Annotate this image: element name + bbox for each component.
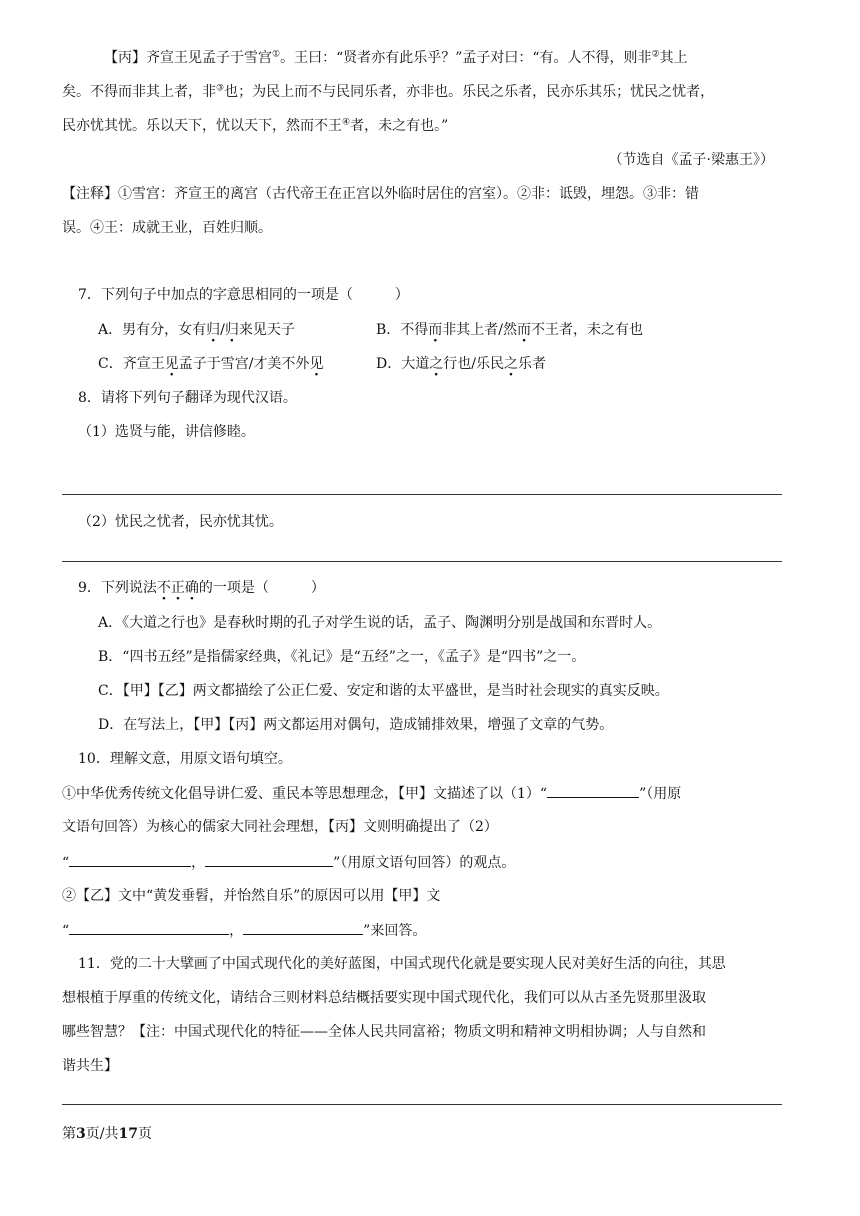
question-11-line-3: 哪些智慧？【注：中国式现代化的特征——全体人民共同富裕；物质文明和精神文明相协调；人与自然和 (62, 1024, 706, 1040)
total-pages: 17 (118, 1126, 138, 1142)
dotted-char: 归 (224, 322, 239, 338)
stem-text: 9．下列说法 (78, 580, 157, 596)
option-text: 行也/乐民 (443, 356, 504, 372)
footnote-marker: ② (651, 49, 660, 60)
passage-line-3 (62, 116, 448, 136)
footer-text: 页 (137, 1126, 152, 1142)
q7-option-c[interactable] (98, 354, 323, 374)
passage-source: （节选自《孟子·梁惠王》） (608, 152, 774, 168)
dotted-char: 见 (164, 356, 179, 372)
q9-option-b[interactable]: B．“四书五经”是指儒家经典，《礼记》是“五经”之一，《孟子》是“四书”之一。 (98, 649, 586, 665)
q10-text: ”（用原 (639, 786, 682, 802)
passage-text: 民亦忧其忧。乐以天下，忧以天下，然而不王 (62, 118, 342, 134)
option-text: 非其上者/然 (442, 322, 518, 338)
footer-text: 页/共 (85, 1126, 119, 1142)
fill-blank[interactable] (69, 920, 229, 935)
stem-text: 的一项是（ ） (198, 580, 325, 596)
current-page: 3 (76, 1126, 86, 1142)
dotted-char: 之 (429, 356, 444, 372)
passage-text: 者，未之有也。” (350, 118, 449, 134)
passage-text: 【丙】齐宣王见孟子于雪宫 (104, 50, 272, 66)
passage-text: 。王曰：“贤者亦有此乐乎？”孟子对曰：“有。人不得，则非 (280, 50, 652, 66)
q9-option-d[interactable]: D．在写法上，【甲】【丙】两文都运用对偶句，造成铺排效果，增强了文章的气势。 (98, 717, 614, 733)
dotted-char: 不 (156, 580, 171, 596)
q10-line-5 (62, 920, 426, 941)
option-text: C．齐宣王 (98, 356, 165, 372)
q10-line-1 (62, 783, 681, 804)
question-8-sentence-2: （2）忧民之忧者，民亦忧其忧。 (78, 514, 283, 530)
answer-line[interactable] (62, 494, 782, 495)
fill-blank[interactable] (547, 783, 639, 798)
fill-blank[interactable] (69, 852, 191, 867)
q10-text: “ (62, 923, 70, 939)
q10-text: ”来回答。 (363, 923, 427, 939)
option-text: 乐者 (517, 356, 546, 372)
passage-text: 矣。不得而非其上者，非 (62, 84, 216, 100)
dotted-char: 之 (503, 356, 518, 372)
question-11-line-1: 11．党的二十大擘画了中国式现代化的美好蓝图，中国式现代化就是要实现人民对美好生活的向往，其思 (78, 956, 726, 972)
option-text: D．大道 (376, 356, 430, 372)
q7-option-b[interactable] (376, 320, 643, 340)
q10-line-2: 文语句回答）为核心的儒家大同社会理想，【丙】文则明确提出了（2） (62, 819, 498, 835)
page-footer (62, 1124, 152, 1144)
dotted-char: 正 (170, 580, 185, 596)
question-11-line-4: 谐共生】 (62, 1058, 118, 1074)
passage-text: 其上 (659, 50, 688, 66)
question-11-line-2: 想根植于厚重的传统文化，请结合三则材料总结概括要实现中国式现代化，我们可以从古圣先贤那里汲取 (62, 990, 706, 1006)
dotted-char: 确 (184, 580, 199, 596)
q10-text: ①中华优秀传统文化倡导讲仁爱、重民本等思想理念，【甲】文描述了以（1）“ (62, 786, 548, 802)
fill-blank[interactable] (205, 852, 333, 867)
footnote-marker: ① (272, 49, 281, 60)
question-7-stem: 7．下列句子中加点的字意思相同的一项是（ ） (78, 287, 409, 303)
question-10-stem: 10．理解文意，用原文语句填空。 (78, 751, 292, 767)
annotation-line-1: 【注释】①雪宫：齐宣王的离宫（古代帝王在正宫以外临时居住的宫室）。②非：诋毁，埋怨。③非：错 (62, 186, 699, 202)
option-text: / (220, 322, 225, 338)
dotted-char: 而 (517, 322, 532, 338)
dotted-char: 归 (206, 322, 221, 338)
option-text: A．男有分，女有 (98, 322, 207, 338)
answer-line[interactable] (62, 561, 782, 562)
answer-line[interactable] (62, 1104, 782, 1105)
passage-text: 也；为民上而不与民同乐者，亦非也。乐民之乐者，民亦乐其乐；忧民之忧者， (224, 84, 715, 100)
dotted-char: 见 (309, 356, 324, 372)
question-9-stem (78, 578, 325, 598)
q7-option-d[interactable] (376, 354, 546, 374)
q10-text: ”（用原文语句回答）的观点。 (333, 855, 516, 871)
question-8-sentence-1: （1）选贤与能，讲信修睦。 (78, 424, 255, 440)
option-text: 不王者，未之有也 (531, 322, 644, 338)
passage-line-1 (104, 48, 688, 68)
q10-line-3 (62, 852, 515, 873)
q9-option-a[interactable]: A．《大道之行也》是春秋时期的孔子对学生说的话，孟子、陶渊明分别是战国和东晋时人。 (98, 615, 662, 631)
q10-text: “ (62, 855, 70, 871)
q7-option-a[interactable] (98, 320, 295, 340)
question-8-stem: 8．请将下列句子翻译为现代汉语。 (78, 390, 297, 406)
option-text: B．不得 (376, 322, 429, 338)
footer-text: 第 (62, 1126, 76, 1142)
footnote-marker: ③ (216, 83, 225, 94)
dotted-char: 而 (428, 322, 443, 338)
passage-line-2 (62, 82, 714, 102)
q10-line-4: ②【乙】文中“黄发垂髫，并怡然自乐”的原因可以用【甲】文 (62, 888, 441, 904)
annotation-line-2: 误。④王：成就王业，百姓归顺。 (62, 220, 272, 236)
q9-option-c[interactable]: C．【甲】【乙】两文都描绘了公正仁爱、安定和谐的太平盛世，是当时社会现实的真实反映。 (98, 683, 669, 699)
option-text: 来见天子 (238, 322, 295, 338)
fill-blank[interactable] (243, 920, 363, 935)
q10-text: ， (191, 855, 206, 871)
q10-text: ， (229, 923, 244, 939)
option-text: 孟子于雪宫/才美不外 (178, 356, 310, 372)
footnote-marker: ④ (342, 117, 351, 128)
